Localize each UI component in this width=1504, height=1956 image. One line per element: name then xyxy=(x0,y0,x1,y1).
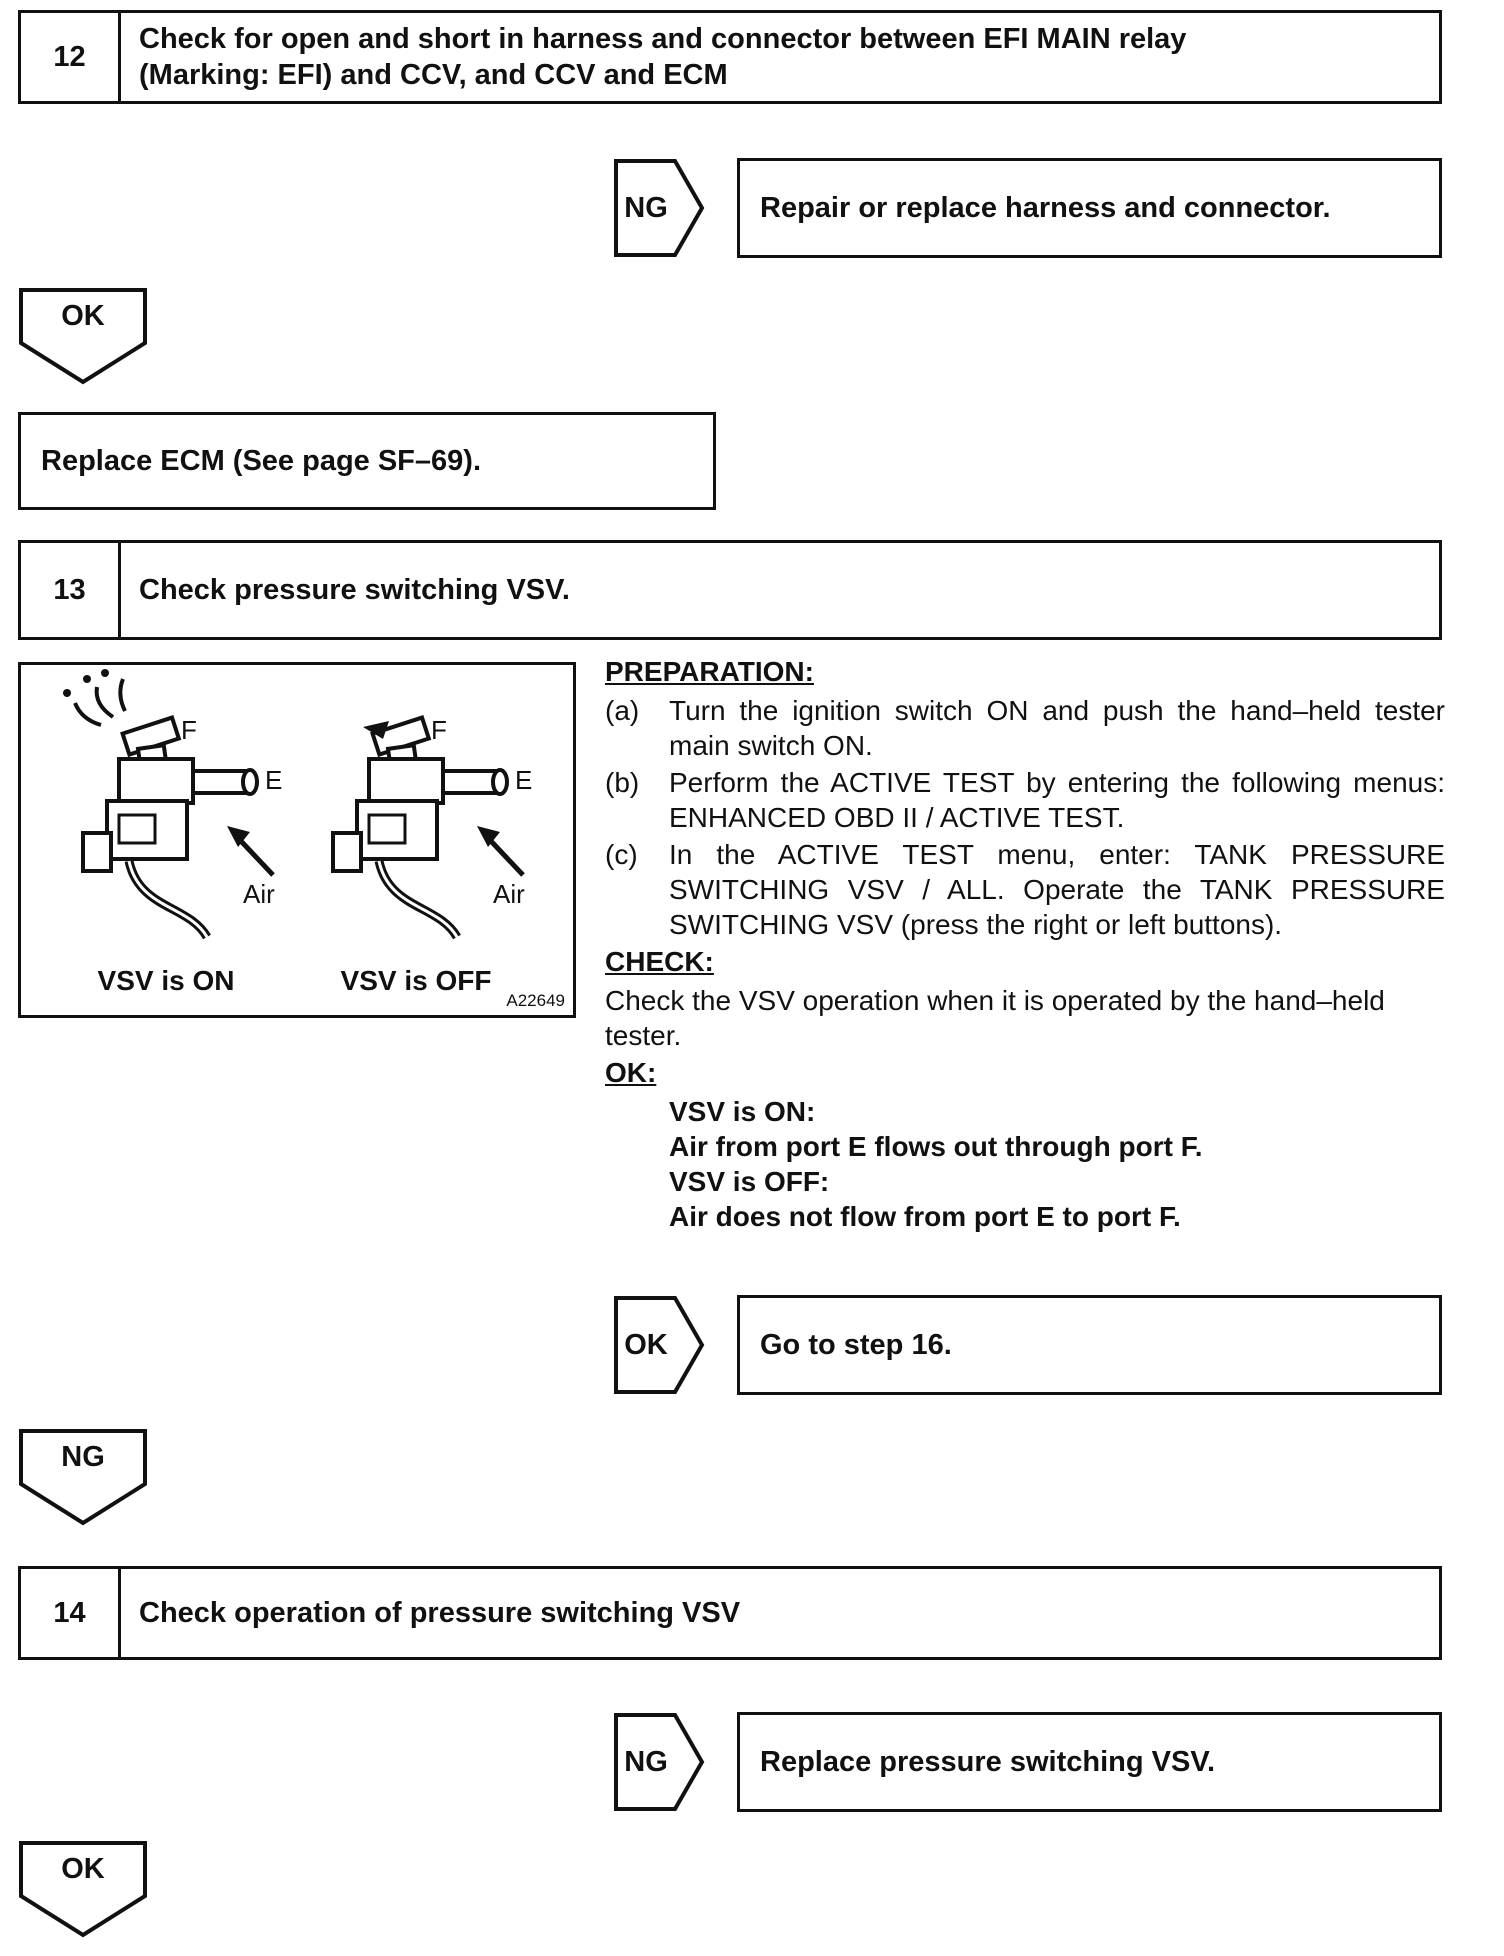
preparation-heading: PREPARATION: xyxy=(605,656,814,687)
step-12-title xyxy=(121,13,1439,101)
port-f-label-left: F xyxy=(181,715,197,745)
step-12-title-text: Check for open and short in harness and connector between EFI MAIN relay (Marking: EFI) and CCV, and CCV and ECM xyxy=(139,22,1187,91)
caption-vsv-on: VSV is ON xyxy=(97,965,235,996)
step-13-ok-action-box xyxy=(737,1295,1442,1395)
step-14-ng-tag xyxy=(613,1712,705,1812)
step-14-title-text: Check operation of pressure switching VSV xyxy=(139,1596,741,1629)
step-14-ng-action-box xyxy=(737,1712,1442,1812)
item-text: Turn the ignition switch ON and push the hand–held tester main switch ON. xyxy=(669,695,1445,761)
preparation-item-c xyxy=(605,837,1445,942)
step-14-ng-label: NG xyxy=(624,1745,668,1778)
step-13-ng-tag xyxy=(18,1428,148,1526)
air-spray-icon xyxy=(75,679,125,725)
item-text: Perform the ACTIVE TEST by entering the following menus: ENHANCED OBD II / ACTIVE TEST. xyxy=(669,767,1445,833)
air-label-left: Air xyxy=(243,879,275,909)
port-e-label-right: E xyxy=(515,765,533,795)
check-text: Check the VSV operation when it is operated by the hand–held tester. xyxy=(605,985,1385,1051)
check-heading: CHECK: xyxy=(605,946,714,977)
step-13-ok-tag xyxy=(613,1295,705,1395)
air-label-right: Air xyxy=(493,879,525,909)
item-marker: (a) xyxy=(605,695,640,726)
replace-ecm-box xyxy=(18,412,716,510)
step-13-header xyxy=(18,540,1442,640)
step-13-title xyxy=(121,543,1439,637)
preparation-item-a xyxy=(605,693,1445,763)
step-14-ng-action-text: Replace pressure switching VSV. xyxy=(760,1745,1216,1778)
step-13-number: 13 xyxy=(21,543,121,637)
caption-vsv-off: VSV is OFF xyxy=(340,965,492,996)
step-14-header xyxy=(18,1566,1442,1660)
step-12-ok-tag xyxy=(18,287,148,385)
ok-condition-2: Air from port E flows out through port F. xyxy=(669,1131,1203,1162)
ok-condition-1: VSV is ON: xyxy=(669,1096,816,1127)
step-12-ng-tag xyxy=(613,158,705,258)
ok-heading: OK: xyxy=(605,1057,657,1088)
item-marker: (b) xyxy=(605,767,640,798)
step-12-ng-action-box xyxy=(737,158,1442,258)
ok-condition-3: VSV is OFF: xyxy=(669,1166,830,1197)
vsv-figure-art xyxy=(21,665,573,1015)
port-f-label-right: F xyxy=(431,715,447,745)
replace-ecm-text: Replace ECM (See page SF–69). xyxy=(41,444,481,477)
port-e-label-left: E xyxy=(265,765,283,795)
step-14-title xyxy=(121,1569,1439,1657)
item-text: In the ACTIVE TEST menu, enter: TANK PRESSURE SWITCHING VSV / ALL. Operate the TANK PRESSURE SWITCHING VSV (press the right or left buttons). xyxy=(669,839,1445,940)
step-12-ng-action-text: Repair or replace harness and connector. xyxy=(760,191,1331,224)
step-12-ng-label: NG xyxy=(624,191,668,224)
step-13-title-text: Check pressure switching VSV. xyxy=(139,573,570,606)
figure-id: A22649 xyxy=(506,991,565,1010)
step-13-ok-label: OK xyxy=(624,1328,668,1361)
step-14-ok-label: OK xyxy=(61,1852,105,1885)
step-13-ok-action-text: Go to step 16. xyxy=(760,1328,952,1361)
air-spray-dots-icon xyxy=(63,669,109,697)
step-14-number: 14 xyxy=(21,1569,121,1657)
step-14-ok-tag xyxy=(18,1840,148,1938)
preparation-item-b xyxy=(605,765,1445,835)
step-12-ok-label: OK xyxy=(61,299,105,332)
step-12-header xyxy=(18,10,1442,104)
ok-condition-4: Air does not flow from port E to port F. xyxy=(669,1201,1181,1232)
step-12-number: 12 xyxy=(21,13,121,101)
step-13-instructions xyxy=(605,652,1445,1234)
item-marker: (c) xyxy=(605,839,638,870)
step-13-ng-label: NG xyxy=(61,1440,105,1473)
vsv-figure xyxy=(18,662,576,1018)
